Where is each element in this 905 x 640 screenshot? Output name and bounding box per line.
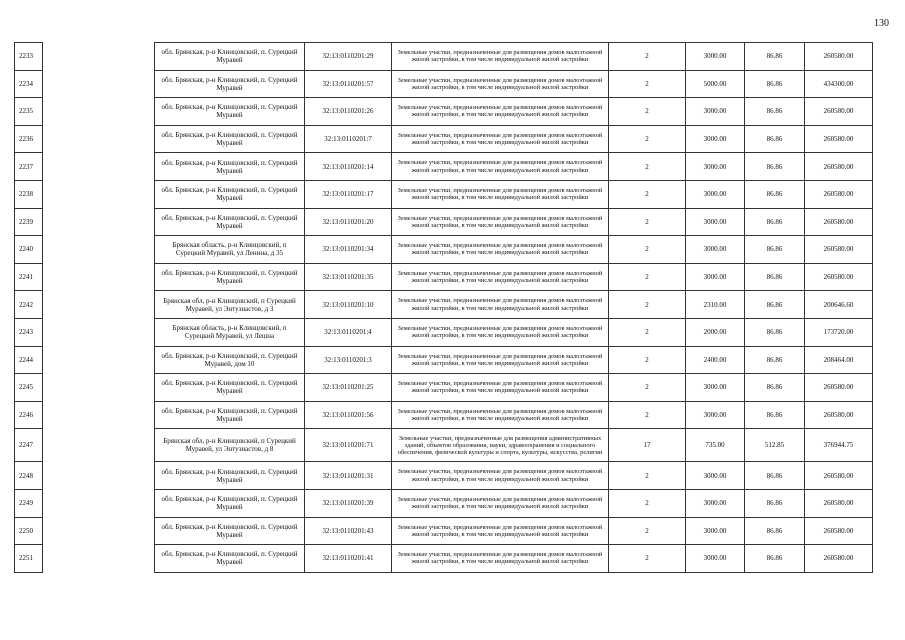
cell-cadastral-value: 260580.00 <box>805 462 873 490</box>
cell-land-use: Земельные участки, предназначенные для размещения домов малоэтажной жилой застройки, в том числе индивидуальной жилой застройки <box>392 125 609 153</box>
cell-land-use: Земельные участки, предназначенные для размещения домов малоэтажной жилой застройки, в том числе индивидуальной жилой застройки <box>392 462 609 490</box>
cell-empty <box>43 318 155 346</box>
cell-area: 3000.00 <box>686 263 745 291</box>
cell-cadastral-value: 434300.00 <box>805 70 873 98</box>
cell-specific-value: 86.86 <box>745 462 805 490</box>
cell-cadastral-value: 260580.00 <box>805 208 873 236</box>
cell-row-number: 2240 <box>15 236 43 264</box>
cell-row-number: 2242 <box>15 291 43 319</box>
cell-empty <box>43 346 155 374</box>
cell-use-code: 2 <box>609 125 686 153</box>
cell-empty <box>43 374 155 402</box>
cell-cadastral-number: 32:13:0110201:25 <box>305 374 392 402</box>
cell-address: обл. Брянская, р-н Клинцовский, п. Сурецкий Муравей <box>155 153 305 181</box>
cell-area: 3000.00 <box>686 545 745 573</box>
cell-specific-value: 86.86 <box>745 545 805 573</box>
cell-specific-value: 86.86 <box>745 208 805 236</box>
cell-use-code: 2 <box>609 545 686 573</box>
cell-cadastral-value: 260580.00 <box>805 153 873 181</box>
cell-specific-value: 86.86 <box>745 346 805 374</box>
table-row <box>15 125 873 153</box>
cell-cadastral-value: 260580.00 <box>805 43 873 71</box>
cell-row-number: 2249 <box>15 489 43 517</box>
cell-row-number: 2243 <box>15 318 43 346</box>
cell-row-number: 2233 <box>15 43 43 71</box>
cell-cadastral-value: 260580.00 <box>805 374 873 402</box>
cell-use-code: 2 <box>609 43 686 71</box>
cell-address: обл. Брянская, р-н Клинцовский, п. Сурецкий Муравей <box>155 43 305 71</box>
cell-specific-value: 86.86 <box>745 180 805 208</box>
table-row <box>15 43 873 71</box>
cell-empty <box>43 125 155 153</box>
cell-address: обл. Брянская, р-н Клинцовский, п. Сурецкий Муравей <box>155 401 305 429</box>
cell-land-use: Земельные участки, предназначенные для размещения домов малоэтажной жилой застройки, в том числе индивидуальной жилой застройки <box>392 346 609 374</box>
cell-land-use: Земельные участки, предназначенные для размещения домов малоэтажной жилой застройки, в том числе индивидуальной жилой застройки <box>392 236 609 264</box>
cell-empty <box>43 153 155 181</box>
cell-address: обл. Брянская, р-н Клинцовский, п. Сурецкий Муравей <box>155 489 305 517</box>
table-row <box>15 70 873 98</box>
cell-empty <box>43 429 155 462</box>
cell-land-use: Земельные участки, предназначенные для размещения домов малоэтажной жилой застройки, в том числе индивидуальной жилой застройки <box>392 208 609 236</box>
cell-specific-value: 86.86 <box>745 401 805 429</box>
cell-specific-value: 86.86 <box>745 291 805 319</box>
cell-area: 5000.00 <box>686 70 745 98</box>
cell-area: 3000.00 <box>686 462 745 490</box>
cell-cadastral-number: 32:13:0110201:57 <box>305 70 392 98</box>
table-row <box>15 318 873 346</box>
cell-cadastral-number: 32:13:0110201:35 <box>305 263 392 291</box>
cell-use-code: 2 <box>609 318 686 346</box>
cell-specific-value: 86.86 <box>745 153 805 181</box>
cell-area: 3000.00 <box>686 374 745 402</box>
cell-row-number: 2250 <box>15 517 43 545</box>
cell-row-number: 2245 <box>15 374 43 402</box>
cell-cadastral-number: 32:13:0110201:7 <box>305 125 392 153</box>
cell-empty <box>43 43 155 71</box>
cell-use-code: 2 <box>609 401 686 429</box>
cell-land-use: Земельные участки, предназначенные для размещения домов малоэтажной жилой застройки, в том числе индивидуальной жилой застройки <box>392 98 609 126</box>
cell-use-code: 2 <box>609 208 686 236</box>
cell-cadastral-number: 32:13:0110201:29 <box>305 43 392 71</box>
cell-address: обл. Брянская, р-н Клинцовский, п. Сурецкий Муравей <box>155 374 305 402</box>
cell-cadastral-number: 32:13:0110201:20 <box>305 208 392 236</box>
cell-specific-value: 86.86 <box>745 263 805 291</box>
cell-empty <box>43 98 155 126</box>
cell-cadastral-value: 376944.75 <box>805 429 873 462</box>
cell-area: 2310.00 <box>686 291 745 319</box>
cell-row-number: 2251 <box>15 545 43 573</box>
cell-area: 3000.00 <box>686 98 745 126</box>
cell-address: обл. Брянская, р-н Клинцовский, п. Сурецкий Муравей <box>155 517 305 545</box>
cell-area: 2400.00 <box>686 346 745 374</box>
cell-area: 3000.00 <box>686 236 745 264</box>
cell-area: 3000.00 <box>686 489 745 517</box>
cell-cadastral-number: 32:13:0110201:41 <box>305 545 392 573</box>
cell-specific-value: 86.86 <box>745 236 805 264</box>
cell-area: 735.00 <box>686 429 745 462</box>
cell-empty <box>43 291 155 319</box>
cell-empty <box>43 545 155 573</box>
cell-cadastral-value: 260580.00 <box>805 236 873 264</box>
table-row <box>15 236 873 264</box>
cell-cadastral-value: 260580.00 <box>805 401 873 429</box>
cell-row-number: 2247 <box>15 429 43 462</box>
cell-use-code: 2 <box>609 462 686 490</box>
cell-row-number: 2241 <box>15 263 43 291</box>
cell-cadastral-number: 32:13:0110201:4 <box>305 318 392 346</box>
cell-use-code: 17 <box>609 429 686 462</box>
cell-address: обл. Брянская, р-н Клинцовский, п. Сурецкий Муравей <box>155 263 305 291</box>
cell-cadastral-number: 32:13:0110201:14 <box>305 153 392 181</box>
cell-cadastral-number: 32:13:0110201:10 <box>305 291 392 319</box>
cell-cadastral-value: 260580.00 <box>805 98 873 126</box>
cell-land-use: Земельные участки, предназначенные для размещения домов малоэтажной жилой застройки, в том числе индивидуальной жилой застройки <box>392 318 609 346</box>
cell-land-use: Земельные участки, предназначенные для размещения домов малоэтажной жилой застройки, в том числе индивидуальной жилой застройки <box>392 374 609 402</box>
cell-cadastral-number: 32:13:0110201:34 <box>305 236 392 264</box>
cell-address: Брянская область, р-н Клинцовский, п Сурецкий Муравей, ул Лешна <box>155 318 305 346</box>
cell-row-number: 2246 <box>15 401 43 429</box>
table-row <box>15 489 873 517</box>
table-row <box>15 401 873 429</box>
cell-address: обл. Брянская, р-н Клинцовский, п. Сурецкий Муравей <box>155 125 305 153</box>
cell-address: обл. Брянская, р-н Клинцовский, п. Сурецкий Муравей <box>155 545 305 573</box>
cell-cadastral-number: 32:13:0110201:26 <box>305 98 392 126</box>
cell-specific-value: 86.86 <box>745 374 805 402</box>
cell-address: Брянская обл, р-н Клинцовский, п Сурецкий Муравей, ул Энтузиастов, д 8 <box>155 429 305 462</box>
cell-address: обл. Брянская, р-н Клинцовский, п. Сурецкий Муравей <box>155 180 305 208</box>
cell-address: обл. Брянская, р-н Клинцовский, п. Сурецкий Муравей <box>155 70 305 98</box>
cell-address: обл. Брянская, р-н Клинцовский, п. Сурецкий Муравей <box>155 98 305 126</box>
cell-cadastral-number: 32:13:0110201:17 <box>305 180 392 208</box>
cell-row-number: 2236 <box>15 125 43 153</box>
cell-cadastral-number: 32:13:0110201:3 <box>305 346 392 374</box>
cell-empty <box>43 489 155 517</box>
table-body <box>15 43 873 573</box>
cell-cadastral-number: 32:13:0110201:71 <box>305 429 392 462</box>
cell-empty <box>43 401 155 429</box>
cell-land-use: Земельные участки, предназначенные для размещения домов малоэтажной жилой застройки, в том числе индивидуальной жилой застройки <box>392 263 609 291</box>
cell-address: Брянская область, р-н Клинцовский, п Сурецкий Муравей, ул Ленина, д 35 <box>155 236 305 264</box>
table-row <box>15 208 873 236</box>
table-row <box>15 545 873 573</box>
cell-land-use: Земельные участки, предназначенные для размещения домов малоэтажной жилой застройки, в том числе индивидуальной жилой застройки <box>392 291 609 319</box>
cell-use-code: 2 <box>609 291 686 319</box>
cell-specific-value: 86.86 <box>745 318 805 346</box>
cell-area: 3000.00 <box>686 517 745 545</box>
cell-cadastral-value: 260580.00 <box>805 545 873 573</box>
table-row <box>15 374 873 402</box>
cell-cadastral-number: 32:13:0110201:43 <box>305 517 392 545</box>
cell-area: 3000.00 <box>686 43 745 71</box>
cell-cadastral-value: 260580.00 <box>805 517 873 545</box>
cell-area: 3000.00 <box>686 153 745 181</box>
cell-specific-value: 86.86 <box>745 517 805 545</box>
cell-cadastral-value: 260580.00 <box>805 489 873 517</box>
cell-use-code: 2 <box>609 70 686 98</box>
land-registry-table <box>14 42 873 573</box>
cell-use-code: 2 <box>609 153 686 181</box>
cell-land-use: Земельные участки, предназначенные для размещения домов малоэтажной жилой застройки, в том числе индивидуальной жилой застройки <box>392 545 609 573</box>
cell-land-use: Земельные участки, предназначенные для размещения домов малоэтажной жилой застройки, в том числе индивидуальной жилой застройки <box>392 489 609 517</box>
cell-cadastral-value: 260580.00 <box>805 125 873 153</box>
cell-empty <box>43 236 155 264</box>
cell-empty <box>43 517 155 545</box>
cell-cadastral-number: 32:13:0110201:31 <box>305 462 392 490</box>
table-row <box>15 263 873 291</box>
cell-empty <box>43 263 155 291</box>
cell-cadastral-value: 173720.00 <box>805 318 873 346</box>
cell-land-use: Земельные участки, предназначенные для размещения домов малоэтажной жилой застройки, в том числе индивидуальной жилой застройки <box>392 401 609 429</box>
cell-land-use: Земельные участки, предназначенные для размещения домов малоэтажной жилой застройки, в том числе индивидуальной жилой застройки <box>392 43 609 71</box>
table-row <box>15 98 873 126</box>
cell-use-code: 2 <box>609 346 686 374</box>
cell-cadastral-number: 32:13:0110201:56 <box>305 401 392 429</box>
cell-cadastral-value: 260580.00 <box>805 180 873 208</box>
cell-use-code: 2 <box>609 236 686 264</box>
cell-specific-value: 86.86 <box>745 70 805 98</box>
cell-use-code: 2 <box>609 517 686 545</box>
cell-row-number: 2238 <box>15 180 43 208</box>
cell-address: обл. Брянская, р-н Клинцовский, п. Сурецкий Муравей <box>155 462 305 490</box>
cell-area: 3000.00 <box>686 208 745 236</box>
cell-specific-value: 512.85 <box>745 429 805 462</box>
cell-area: 2000.00 <box>686 318 745 346</box>
cell-area: 3000.00 <box>686 180 745 208</box>
cell-land-use: Земельные участки, предназначенные для размещения административных зданий, объектов образования, науки, здравоохранения и социального обеспечения, физической культуры и спорта, культуры, искусства, религии <box>392 429 609 462</box>
table-row <box>15 429 873 462</box>
cell-use-code: 2 <box>609 263 686 291</box>
cell-address: обл. Брянская, р-н Клинцовский, п. Сурецкий Муравей, дом 10 <box>155 346 305 374</box>
cell-land-use: Земельные участки, предназначенные для размещения домов малоэтажной жилой застройки, в том числе индивидуальной жилой застройки <box>392 153 609 181</box>
table-row <box>15 346 873 374</box>
page-number: 130 <box>874 18 889 29</box>
cell-specific-value: 86.86 <box>745 43 805 71</box>
cell-land-use: Земельные участки, предназначенные для размещения домов малоэтажной жилой застройки, в том числе индивидуальной жилой застройки <box>392 517 609 545</box>
cell-row-number: 2237 <box>15 153 43 181</box>
cell-cadastral-number: 32:13:0110201:39 <box>305 489 392 517</box>
table-row <box>15 153 873 181</box>
cell-area: 3000.00 <box>686 125 745 153</box>
cell-land-use: Земельные участки, предназначенные для размещения домов малоэтажной жилой застройки, в том числе индивидуальной жилой застройки <box>392 180 609 208</box>
cell-address: Брянская обл, р-н Клинцовский, п Сурецкий Муравей, ул Энтузиастов, д 3 <box>155 291 305 319</box>
cell-empty <box>43 208 155 236</box>
cell-row-number: 2235 <box>15 98 43 126</box>
table-row <box>15 180 873 208</box>
cell-empty <box>43 462 155 490</box>
cell-cadastral-value: 200646.60 <box>805 291 873 319</box>
cell-use-code: 2 <box>609 374 686 402</box>
cell-address: обл. Брянская, р-н Клинцовский, п. Сурецкий Муравей <box>155 208 305 236</box>
cell-empty <box>43 180 155 208</box>
cell-cadastral-value: 208464.00 <box>805 346 873 374</box>
cell-row-number: 2244 <box>15 346 43 374</box>
table-row <box>15 462 873 490</box>
cell-row-number: 2239 <box>15 208 43 236</box>
cell-area: 3000.00 <box>686 401 745 429</box>
cell-row-number: 2234 <box>15 70 43 98</box>
cell-empty <box>43 70 155 98</box>
cell-cadastral-value: 260580.00 <box>805 263 873 291</box>
cell-specific-value: 86.86 <box>745 489 805 517</box>
cell-use-code: 2 <box>609 489 686 517</box>
cell-land-use: Земельные участки, предназначенные для размещения домов малоэтажной жилой застройки, в том числе индивидуальной жилой застройки <box>392 70 609 98</box>
cell-specific-value: 86.86 <box>745 125 805 153</box>
table-row <box>15 291 873 319</box>
cell-specific-value: 86.86 <box>745 98 805 126</box>
cell-use-code: 2 <box>609 180 686 208</box>
table-row <box>15 517 873 545</box>
cell-row-number: 2248 <box>15 462 43 490</box>
cell-use-code: 2 <box>609 98 686 126</box>
